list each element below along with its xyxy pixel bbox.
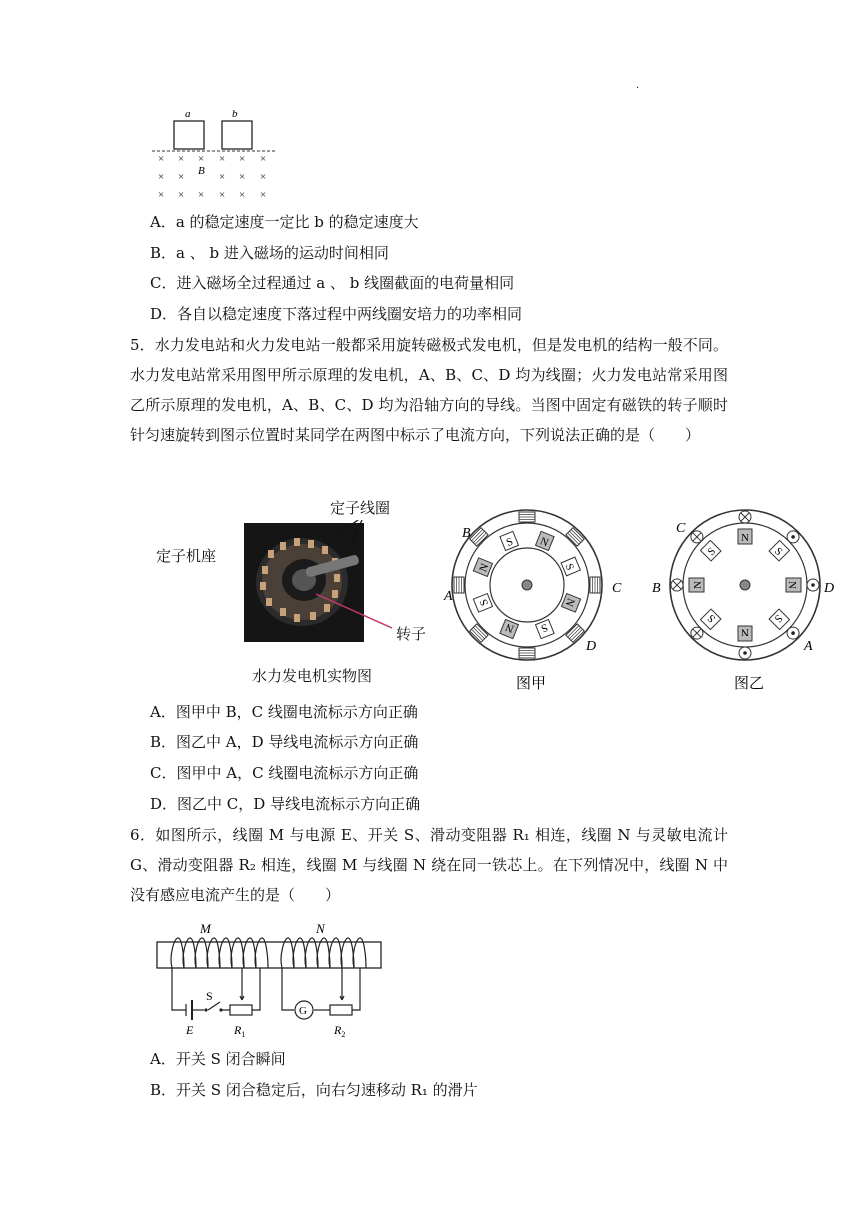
photo-caption: 水力发电机实物图 (252, 667, 373, 685)
q5-stem: 5．水力发电站和火力发电站一般都采用旋转磁极式发电机，但是发电机的结构一般不同。水力发电站常采用图甲所示原理的发电机，A、B、C、D 均为线圈；火力发电站常采用图乙所示原理的发电机，A、B、C、D 均为沿轴方向的导线。当图中固定有磁铁的转子顺时针匀速旋转到图示位置时某同学在两图中标示了电流方向，下列说法正确的是（ ） (130, 336, 728, 444)
stator-coil (454, 577, 464, 593)
conductor-in (739, 511, 751, 523)
rotor-pole (738, 529, 752, 544)
field-cross: × (178, 153, 185, 165)
q4-option-d: D．各自以稳定速度下落过程中两线圈安培力的功率相同 (150, 305, 523, 323)
rotor-pole (769, 540, 790, 561)
rotor-pole (500, 531, 519, 550)
label-m: M (200, 921, 211, 936)
stator-coil (470, 624, 488, 642)
q4-label-a: a (185, 108, 191, 120)
q4-magnetic-field-figure (150, 100, 280, 205)
field-cross: × (158, 189, 165, 201)
stator-coil (566, 528, 584, 546)
stator-coil (470, 528, 488, 546)
field-cross: × (178, 189, 185, 201)
field-cross: × (260, 189, 267, 201)
jia-label-c: C (612, 581, 622, 596)
q6-circuit-figure (150, 916, 390, 1042)
conductor-out (739, 647, 751, 659)
figure-jia (440, 502, 630, 697)
svg-text:S: S (562, 561, 577, 573)
label-n: N (316, 921, 325, 936)
q4-option-a: A．a 的稳定速度一定比 b 的稳定速度大 (150, 213, 419, 231)
q6-stem: 6．如图所示，线圈 M 与电源 E、开关 S、滑动变阻器 R₁ 相连，线圈 N 与灵敏电流计 G、滑动变阻器 R₂ 相连，线圈 M 与线圈 N 绕在同一铁芯上。在下列情况中，线圈 N 中没有感应电流产生的是（ ） (130, 826, 728, 904)
rotor-pole (535, 619, 554, 638)
label-s: S (206, 989, 213, 1003)
field-cross: × (239, 153, 246, 165)
conductor-in (671, 579, 683, 591)
field-cross: × (158, 171, 165, 183)
svg-text:N: N (786, 581, 798, 589)
rotor-pole (700, 540, 721, 561)
jia-label-a: A (444, 589, 453, 604)
field-cross: × (219, 171, 226, 183)
stator-coil (519, 648, 535, 658)
field-cross: × (260, 171, 267, 183)
page-dot-mark: . (636, 80, 640, 91)
yi-label-d: D (824, 581, 835, 596)
rotor-pole (473, 593, 492, 612)
conductor-out (807, 579, 819, 591)
rotor-pole (561, 557, 580, 576)
svg-text:N: N (477, 561, 492, 574)
svg-text:S: S (705, 611, 719, 625)
q5-option-c: C．图甲中 A，C 线圈电流标示方向正确 (150, 764, 419, 782)
magnetic-field-crosses (158, 153, 266, 201)
jia-label-b: B (462, 526, 471, 541)
stator-coil (519, 512, 535, 522)
svg-text:S: S (504, 535, 515, 550)
label-e: E (186, 1023, 194, 1037)
conductor-in (691, 531, 703, 543)
q5-option-b: B．图乙中 A，D 导线电流标示方向正确 (150, 733, 419, 751)
q4-label-B: B (198, 165, 205, 177)
label-r1: $R_1$ (234, 1023, 246, 1039)
field-cross: × (239, 171, 246, 183)
svg-text:N: N (741, 626, 749, 638)
yi-label-b: B (652, 581, 661, 596)
stator-coil (590, 577, 600, 593)
svg-text:N: N (503, 620, 516, 635)
rotor-pole (473, 558, 492, 577)
field-cross: × (260, 153, 267, 165)
svg-text:S: S (771, 545, 785, 559)
field-cross: × (219, 153, 226, 165)
conductor-out (787, 627, 799, 639)
iron-core (157, 942, 381, 968)
label-g: G (299, 1005, 307, 1017)
photo-label-stator-coil: 定子线圈 (330, 499, 391, 517)
q5-option-d: D．图乙中 C，D 导线电流标示方向正确 (150, 795, 421, 813)
figure-yi (648, 502, 848, 697)
rotor-pole (769, 609, 790, 630)
svg-text:N: N (692, 581, 704, 589)
generator-photo (244, 520, 420, 652)
jia-caption: 图甲 (516, 674, 547, 692)
jia-label-d: D (586, 639, 597, 654)
conductor-out (787, 531, 799, 543)
svg-text:N: N (741, 532, 749, 544)
yi-label-c: C (676, 521, 686, 536)
svg-text:S: S (477, 597, 492, 608)
yi-caption: 图乙 (734, 674, 765, 692)
rotor-pole (689, 578, 704, 592)
conductor-in (691, 627, 703, 639)
field-cross: × (198, 153, 205, 165)
rotor-pole (700, 609, 721, 630)
svg-text:N: N (562, 596, 577, 609)
q6-option-a: A．开关 S 闭合瞬间 (150, 1050, 286, 1068)
svg-text:S: S (705, 545, 719, 559)
coil-b (222, 121, 252, 149)
photo-label-stator-base: 定子机座 (156, 547, 217, 565)
q4-option-b: B．a 、 b 进入磁场的运动时间相同 (150, 244, 389, 262)
rotor-pole (561, 593, 580, 612)
rotor-pole (535, 531, 554, 550)
field-cross: × (219, 189, 226, 201)
field-cross: × (239, 189, 246, 201)
generator-photo-area (150, 490, 427, 690)
rotor-pole (786, 578, 801, 592)
yi-label-a: A (804, 639, 813, 654)
field-cross: × (198, 189, 205, 201)
photo-label-rotor: 转子 (396, 625, 427, 643)
coil-a (174, 121, 204, 149)
svg-text:S: S (539, 620, 550, 635)
stator-coil (566, 624, 584, 642)
q4-option-c: C．进入磁场全过程通过 a 、 b 线圈截面的电荷量相同 (150, 274, 515, 292)
svg-text:N: N (538, 535, 551, 550)
q4-label-b: b (232, 108, 238, 120)
q5-option-a: A．图甲中 B，C 线圈电流标示方向正确 (150, 703, 418, 721)
field-cross: × (158, 153, 165, 165)
rotor-pole (738, 626, 752, 641)
q6-option-b: B．开关 S 闭合稳定后，向右匀速移动 R₁ 的滑片 (150, 1081, 478, 1099)
rotor-pole (500, 619, 519, 638)
field-cross: × (178, 171, 185, 183)
label-r2: $R_2$ (334, 1023, 346, 1039)
svg-text:S: S (771, 611, 785, 625)
